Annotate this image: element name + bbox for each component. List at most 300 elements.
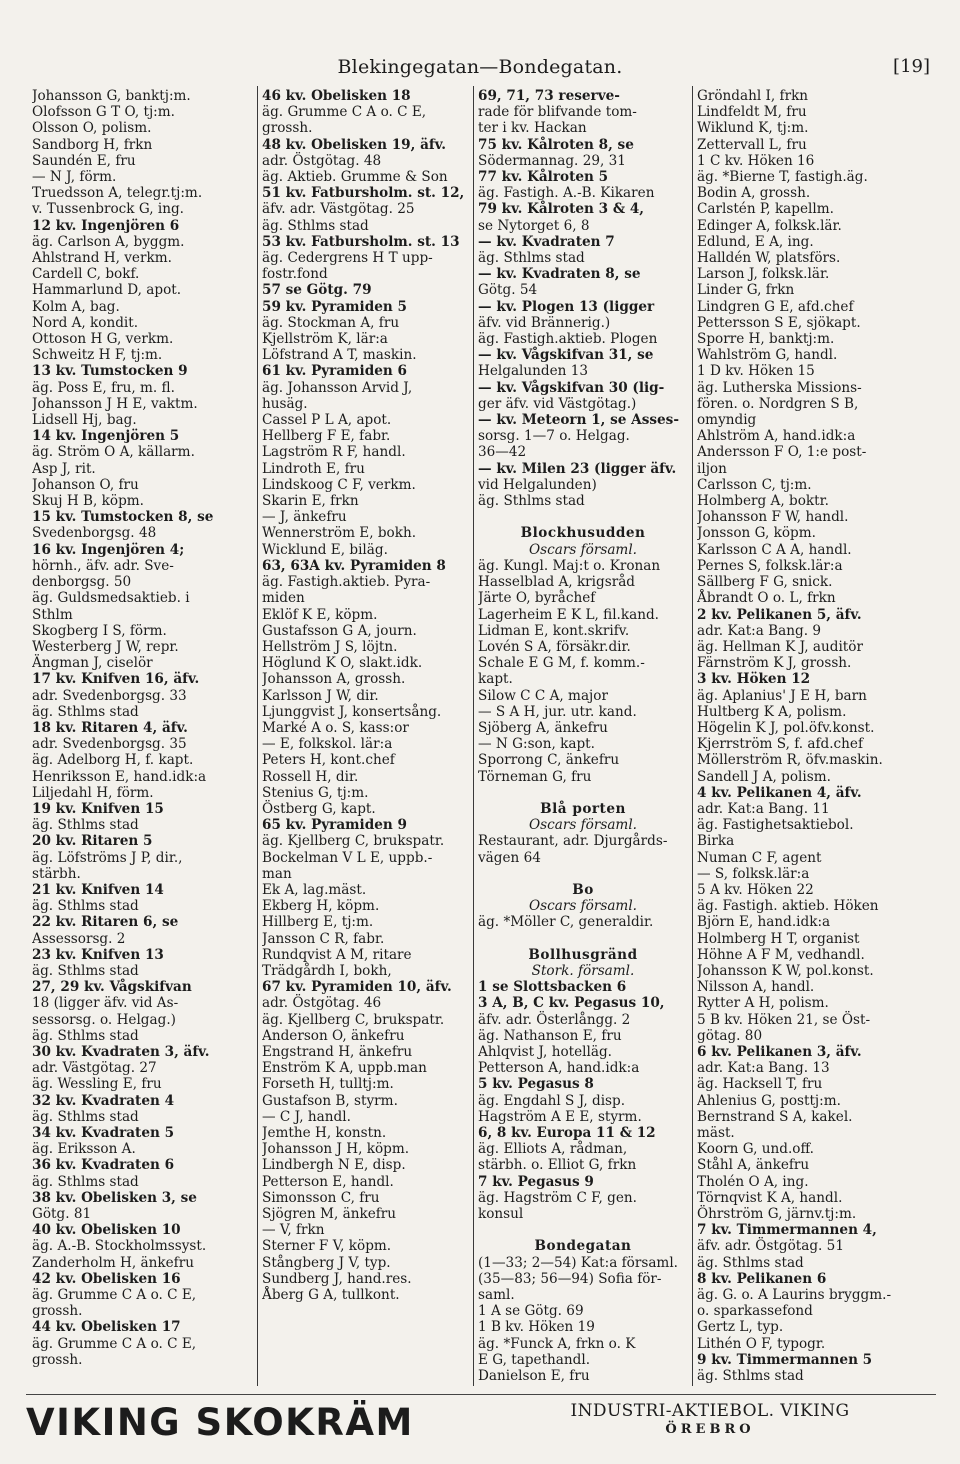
directory-line: Lovén S A, försäkr.dir. xyxy=(478,638,631,655)
directory-line: Silow C C A, major xyxy=(478,687,608,704)
directory-line: — S A H, jur. utr. kand. xyxy=(478,703,637,720)
directory-line: adr. Kat:a Bang. 11 xyxy=(697,800,830,817)
directory-line: Halldén W, platsförs. xyxy=(697,250,841,267)
directory-line: Numan C F, agent xyxy=(697,849,822,866)
directory-line: Lindfeldt M, fru xyxy=(697,104,807,121)
directory-line: — S, folksk.lär:a xyxy=(697,865,810,882)
directory-line: Hasselblad A, krigsråd xyxy=(478,574,636,591)
directory-line: Marké A o. S, kass:or xyxy=(262,719,409,736)
directory-line: äg. Fastigh. A.-B. Kikaren xyxy=(478,185,655,202)
directory-line: Lindskoog C F, verkm. xyxy=(262,476,416,493)
directory-line: Schweitz H F, tj:m. xyxy=(32,347,163,364)
directory-line: E G, tapethandl. xyxy=(478,1351,591,1368)
directory-line: äg. Kjellberg C, brukspatr. xyxy=(262,833,445,850)
directory-line: Ekberg H, köpm. xyxy=(262,898,380,915)
directory-line: äg. Cedergrens H T upp- xyxy=(262,250,433,267)
property-entry: 20 kv. Ritaren 5 xyxy=(32,833,153,850)
directory-line: o. sparkassefond xyxy=(697,1303,813,1320)
property-entry: — kv. Vågskifvan 30 (lig- xyxy=(478,379,665,396)
street-heading: Bo xyxy=(572,881,594,898)
property-entry: 40 kv. Obelisken 10 xyxy=(32,1222,181,1239)
directory-line: Götg. 54 xyxy=(478,282,538,299)
directory-line: äg. Sthlms stad xyxy=(32,817,139,834)
directory-line: Johansson F W, handl. xyxy=(697,509,849,526)
directory-line: äg. Lutherska Missions- xyxy=(697,379,862,396)
directory-line: — J, änkefru xyxy=(262,509,347,526)
ad-company: INDUSTRI-AKTIEBOL. VIKING xyxy=(570,1401,850,1421)
directory-line: Peters H, kont.chef xyxy=(262,752,395,769)
directory-line: adr. Östgötag. 46 xyxy=(262,995,382,1012)
directory-line: äfv. adr. Östgötag. 51 xyxy=(697,1238,844,1255)
directory-line: hörnh., äfv. adr. Sve- xyxy=(32,557,174,574)
directory-line: ger äfv. vid Västgötag.) xyxy=(478,395,637,412)
page-header xyxy=(0,56,960,82)
directory-line: Jemthe H, konstn. xyxy=(262,1125,387,1141)
directory-line: Linder G, frkn xyxy=(697,282,795,299)
directory-line: adr. Svedenborgsg. 33 xyxy=(32,687,187,704)
directory-line: Ahlenius G, posttj:m. xyxy=(697,1092,841,1109)
directory-line: Hultberg K A, polism. xyxy=(697,703,847,720)
directory-line: Cassel P L A, apot. xyxy=(262,412,392,429)
directory-line: Ängman J, ciselör xyxy=(32,655,153,672)
directory-line: äg. Ström O A, källarm. xyxy=(32,444,195,461)
directory-line: Hagström A E E, styrm. xyxy=(478,1108,642,1125)
property-entry: 9 kv. Timmermannen 5 xyxy=(697,1351,873,1368)
directory-line: Trädgårdh I, bokh, xyxy=(262,962,392,979)
directory-line: 36—42 xyxy=(478,444,527,461)
parish-note: Oscars församl. xyxy=(529,541,637,558)
directory-line: äg. Löfströms J P, dir., xyxy=(32,849,183,866)
spacer xyxy=(478,931,688,947)
directory-line: Sthlm xyxy=(32,606,73,623)
property-entry: 30 kv. Kvadraten 3, äfv. xyxy=(32,1043,210,1060)
directory-line: sessorsg. o. Helgag.) xyxy=(32,1011,176,1028)
directory-line: Ahlström A, hand.idk:a xyxy=(697,428,856,445)
property-entry: 8 kv. Pelikanen 6 xyxy=(697,1270,827,1287)
directory-line: Bockelman V L E, uppb.- xyxy=(262,849,433,866)
directory-line: Gröndahl I, frkn xyxy=(697,88,809,104)
directory-line: äg. Fastighetsaktiebol. xyxy=(697,817,854,834)
directory-line: Simonsson C, fru xyxy=(262,1189,380,1206)
directory-line: Eklöf K E, köpm. xyxy=(262,606,378,623)
property-entry: 12 kv. Ingenjören 6 xyxy=(32,217,180,234)
directory-line: Lagström R F, handl. xyxy=(262,444,406,461)
directory-column-3 xyxy=(478,88,688,1388)
directory-line: Öhrström G, järnv.tj:m. xyxy=(697,1206,857,1223)
directory-line: Lithén O F, typogr. xyxy=(697,1335,826,1352)
directory-line: fostr.fond xyxy=(262,266,328,283)
directory-line: stärbh. o. Elliot G, frkn xyxy=(478,1157,637,1174)
property-entry: 77 kv. Kålroten 5 xyxy=(478,169,609,186)
spacer xyxy=(478,1222,688,1238)
directory-line: Sundberg J, hand.res. xyxy=(262,1270,412,1287)
directory-line: Johansson J H, köpm. xyxy=(262,1141,410,1158)
directory-line: Johansson J H E, vaktm. xyxy=(32,395,198,412)
directory-line: Petterson A, hand.idk:a xyxy=(478,1060,640,1077)
directory-column-1 xyxy=(32,88,254,1388)
directory-line: Tholén O A, ing. xyxy=(697,1173,809,1190)
property-entry: 18 kv. Ritaren 4, äfv. xyxy=(32,719,188,736)
directory-line: äg. Sthlms stad xyxy=(697,1368,804,1385)
directory-line: Bernstrand S A, kakel. xyxy=(697,1108,853,1125)
column-divider xyxy=(473,86,474,1386)
directory-line: äg. Grumme C A o. C E, xyxy=(262,104,427,121)
directory-line: äg. Eriksson A. xyxy=(32,1141,136,1158)
directory-line: Wennerström E, bokh. xyxy=(262,525,417,542)
directory-line: — N G:son, kapt. xyxy=(478,736,595,753)
spacer xyxy=(478,785,688,801)
directory-line: Sandell J A, polism. xyxy=(697,768,831,785)
directory-line: äg. Elliots A, rådman, xyxy=(478,1141,628,1158)
directory-line: 5 B kv. Höken 21, se Öst- xyxy=(697,1011,871,1028)
advertisement-footer xyxy=(26,1394,936,1443)
directory-line: Truedsson A, telegr.tj:m. xyxy=(32,185,203,202)
property-entry: 7 kv. Pegasus 9 xyxy=(478,1173,594,1190)
directory-line: Törnqvist K A, handl. xyxy=(697,1189,843,1206)
directory-line: adr. Kat:a Bang. 9 xyxy=(697,622,822,639)
directory-line: Hammarlund D, apot. xyxy=(32,282,182,299)
directory-line: äg. Hellman K J, auditör xyxy=(697,638,863,655)
directory-line: Löfstrand A T, maskin. xyxy=(262,347,417,364)
directory-line: äg. Sthlms stad xyxy=(32,1173,139,1190)
directory-line: grossh. xyxy=(32,1303,83,1320)
directory-line: äg. Fastigh. aktieb. Höken xyxy=(697,898,879,915)
directory-line: äg. Grumme C A o. C E, xyxy=(32,1335,197,1352)
directory-line: Skuj H B, köpm. xyxy=(32,493,144,510)
property-entry: 7 kv. Timmermannen 4, xyxy=(697,1222,877,1239)
directory-line: äg. Engdahl S J, disp. xyxy=(478,1092,626,1109)
directory-line: Kjerrström S, f. afd.chef xyxy=(697,736,864,753)
directory-line: kapt. xyxy=(478,671,513,688)
directory-line: Skarin E, frkn xyxy=(262,493,359,510)
directory-line: Sandborg H, frkn xyxy=(32,136,153,153)
directory-line: äg. Hacksell T, fru xyxy=(697,1076,823,1093)
directory-line: Holmberg A, boktr. xyxy=(697,493,829,510)
directory-line: Björn E, hand.idk:a xyxy=(697,914,831,931)
directory-line: Olofsson G T O, tj:m. xyxy=(32,104,175,121)
property-entry: 57 se Götg. 79 xyxy=(262,282,372,299)
directory-line: äg. Guldsmedsaktieb. i xyxy=(32,590,190,607)
directory-line: Edinger A, folksk.lär. xyxy=(697,217,842,234)
directory-line: äg. Aktieb. Grumme & Son xyxy=(262,169,448,186)
directory-line: Wiklund K, tj:m. xyxy=(697,120,809,137)
directory-line: Sällberg F G, snick. xyxy=(697,574,833,591)
ad-city: ÖREBRO xyxy=(665,1422,755,1437)
directory-line: äg. Nathanson E, fru xyxy=(478,1027,622,1044)
directory-line: äg. Hagström C F, gen. xyxy=(478,1189,637,1206)
directory-line: Liljedahl H, förm. xyxy=(32,784,154,801)
property-entry: — kv. Milen 23 (ligger äfv. xyxy=(478,460,677,477)
directory-line: äg. Kjellberg C, brukspatr. xyxy=(262,1011,445,1028)
directory-line: rade för blifvande tom- xyxy=(478,104,637,121)
directory-line: Stenius G, tj:m. xyxy=(262,784,369,801)
directory-line: Rossell H, dir. xyxy=(262,768,359,785)
directory-line: denborgsg. 50 xyxy=(32,574,132,591)
directory-line: Petterson E, handl. xyxy=(262,1173,394,1190)
directory-line: grossh. xyxy=(32,1351,83,1368)
directory-line: götag. 80 xyxy=(697,1027,763,1044)
directory-line: Danielson E, fru xyxy=(478,1368,590,1385)
directory-line: — E, folkskol. lär:a xyxy=(262,736,393,753)
directory-line: äg. Sthlms stad xyxy=(32,1108,139,1125)
directory-line: Engstrand H, änkefru xyxy=(262,1043,413,1060)
property-entry: 32 kv. Kvadraten 4 xyxy=(32,1092,175,1109)
directory-line: Asp J, rit. xyxy=(32,460,96,477)
directory-line: Hellström J S, löjtn. xyxy=(262,638,398,655)
property-entry: 69, 71, 73 reserve- xyxy=(478,88,620,104)
directory-line: Törneman G, fru xyxy=(478,768,592,785)
property-entry: 79 kv. Kålroten 3 & 4, xyxy=(478,201,645,218)
directory-line: Rundqvist A M, ritare xyxy=(262,946,412,963)
directory-line: Lagerheim E K L, fil.kand. xyxy=(478,606,659,623)
directory-line: äg. Fastigh.aktieb. Plogen xyxy=(478,331,658,348)
property-entry: 6 kv. Pelikanen 3, äfv. xyxy=(697,1043,862,1060)
directory-line: Ek A, lag.mäst. xyxy=(262,881,367,898)
directory-line: sorsg. 1—7 o. Helgag. xyxy=(478,428,630,445)
directory-line: Åbrandt O o. L, frkn xyxy=(697,590,836,607)
directory-line: Johansson A, grossh. xyxy=(262,671,406,688)
directory-line: man xyxy=(262,865,292,882)
parish-note: Stork. församl. xyxy=(531,962,635,979)
directory-line: ter i kv. Hackan xyxy=(478,120,587,137)
property-entry: — kv. Vågskifvan 31, se xyxy=(478,347,654,364)
directory-line: Svedenborgsg. 48 xyxy=(32,525,157,542)
directory-line: iljon xyxy=(697,460,727,477)
directory-line: konsul xyxy=(478,1206,524,1223)
directory-line: äg. Johansson Arvid J, xyxy=(262,379,413,396)
street-heading: Blockhusudden xyxy=(520,525,646,542)
parish-note: Oscars församl. xyxy=(529,898,637,915)
page-number: [19] xyxy=(893,56,930,77)
directory-line: äg. Adelborg H, f. kapt. xyxy=(32,752,194,769)
directory-line: (1—33; 2—54) Kat:a församl. xyxy=(478,1254,678,1271)
directory-line: Karlsson J W, dir. xyxy=(262,687,379,704)
directory-line: — V, frkn xyxy=(262,1222,325,1239)
directory-line: Zettervall L, fru xyxy=(697,136,807,153)
property-entry: — kv. Kvadraten 7 xyxy=(478,233,615,250)
directory-line: Wahlström G, handl. xyxy=(697,347,838,364)
directory-line: adr. Östgötag. 48 xyxy=(262,152,382,169)
page-title: Blekingegatan—Bondegatan. xyxy=(337,56,623,78)
directory-line: 1 C kv. Höken 16 xyxy=(697,152,815,169)
directory-line: Saundén E, fru xyxy=(32,152,136,169)
street-heading: Bondegatan xyxy=(534,1238,632,1255)
directory-line: Åberg G A, tullkont. xyxy=(262,1287,400,1304)
directory-line: 1 A se Götg. 69 xyxy=(478,1303,584,1320)
directory-line: Sterner F V, köpm. xyxy=(262,1238,392,1255)
directory-line: Edlund, E A, ing. xyxy=(697,233,814,250)
directory-line: Cardell C, bokf. xyxy=(32,266,140,283)
directory-line: mäst. xyxy=(697,1125,735,1141)
directory-line: äg. Kungl. Maj:t o. Kronan xyxy=(478,557,661,574)
directory-line: äg. Sthlms stad xyxy=(32,1027,139,1044)
directory-line: v. Tussenbrock G, ing. xyxy=(32,201,184,218)
directory-line: vägen 64 xyxy=(478,849,541,866)
directory-line: äg. Stockman A, fru xyxy=(262,314,400,331)
directory-line: 1 D kv. Höken 15 xyxy=(697,363,815,380)
property-entry: 6, 8 kv. Europa 11 & 12 xyxy=(478,1125,656,1141)
property-entry: 16 kv. Ingenjören 4; xyxy=(32,541,185,558)
property-entry: 3 A, B, C kv. Pegasus 10, xyxy=(478,995,665,1012)
directory-line: Bodin A, grossh. xyxy=(697,185,811,202)
street-heading: Bollhusgränd xyxy=(528,946,638,963)
directory-line: Gustafsson G A, journ. xyxy=(262,622,417,639)
spacer xyxy=(478,509,688,525)
directory-line: Ahlstrand H, verkm. xyxy=(32,250,172,267)
directory-line: adr. Västgötag. 27 xyxy=(32,1060,157,1077)
property-entry: 61 kv. Pyramiden 6 xyxy=(262,363,407,380)
directory-line: 18 (ligger äfv. vid As- xyxy=(32,995,179,1012)
directory-line: husäg. xyxy=(262,395,308,412)
directory-line: Johanson O, fru xyxy=(32,476,139,493)
directory-line: Pernes S, folksk.lär:a xyxy=(697,557,843,574)
directory-line: Westerberg J W, repr. xyxy=(32,638,179,655)
directory-line: Södermannag. 29, 31 xyxy=(478,152,626,169)
directory-line: vid Helgalunden) xyxy=(478,476,597,493)
directory-line: äg. Poss E, fru, m. fl. xyxy=(32,379,175,396)
directory-line: äfv. vid Brännerig.) xyxy=(478,314,611,331)
directory-line: äg. Sthlms stad xyxy=(262,217,369,234)
property-entry: 4 kv. Pelikanen 4, äfv. xyxy=(697,784,862,801)
directory-line: Lindbergh N E, disp. xyxy=(262,1157,406,1174)
directory-line: äg. A.-B. Stockholmssyst. xyxy=(32,1238,207,1255)
directory-line: Johansson G, banktj:m. xyxy=(32,88,191,104)
property-entry: 2 kv. Pelikanen 5, äfv. xyxy=(697,606,862,623)
directory-line: Jonsson G, köpm. xyxy=(697,525,816,542)
property-entry: 65 kv. Pyramiden 9 xyxy=(262,817,407,834)
directory-column-2 xyxy=(262,88,470,1388)
directory-line: äg. Sthlms stad xyxy=(32,898,139,915)
directory-line: Ståhl A, änkefru xyxy=(697,1157,810,1174)
directory-line: äg. Sthlms stad xyxy=(32,962,139,979)
property-entry: 14 kv. Ingenjören 5 xyxy=(32,428,180,445)
directory-line: Johansson K W, pol.konst. xyxy=(697,962,874,979)
directory-line: Järte O, byråchef xyxy=(478,590,596,607)
directory-line: Koorn G, und.off. xyxy=(697,1141,814,1158)
property-entry: 22 kv. Ritaren 6, se xyxy=(32,914,179,931)
directory-line: Stångberg J V, typ. xyxy=(262,1254,391,1271)
property-entry: 3 kv. Höken 12 xyxy=(697,671,811,688)
directory-line: Restaurant, adr. Djurgårds- xyxy=(478,833,668,850)
directory-line: Skogberg I S, förm. xyxy=(32,622,167,639)
directory-line: äg. Aplanius' J E H, barn xyxy=(697,687,867,704)
directory-line: Lidman E, kont.skrifv. xyxy=(478,622,630,639)
directory-line: äg. Fastigh.aktieb. Pyra- xyxy=(262,574,431,591)
property-entry: 15 kv. Tumstocken 8, se xyxy=(32,509,214,526)
property-entry: 48 kv. Obelisken 19, äfv. xyxy=(262,136,447,153)
directory-line: Sjögren M, änkefru xyxy=(262,1206,397,1223)
column-divider xyxy=(257,86,258,1386)
directory-line: äg. Sthlms stad xyxy=(697,1254,804,1271)
directory-line: Carlsson C, tj:m. xyxy=(697,476,812,493)
property-entry: 59 kv. Pyramiden 5 xyxy=(262,298,407,315)
directory-line: Färnström K J, grossh. xyxy=(697,655,852,672)
property-entry: 1 se Slottsbacken 6 xyxy=(478,979,627,996)
directory-line: stärbh. xyxy=(32,865,81,882)
directory-line: Schale E G M, f. komm.- xyxy=(478,655,645,672)
directory-line: Sporrong C, änkefru xyxy=(478,752,620,769)
property-entry: 27, 29 kv. Vågskifvan xyxy=(32,979,192,996)
directory-line: Nilsson A, handl. xyxy=(697,979,815,996)
property-entry: 38 kv. Obelisken 3, se xyxy=(32,1189,197,1206)
directory-line: Rytter A H, polism. xyxy=(697,995,829,1012)
directory-line: Enström K A, uppb.man xyxy=(262,1060,427,1077)
property-entry: 42 kv. Obelisken 16 xyxy=(32,1270,181,1287)
directory-line: Kolm A, bag. xyxy=(32,298,120,315)
directory-line: Carlstén P, kapellm. xyxy=(697,201,834,218)
directory-line: Henriksson E, hand.idk:a xyxy=(32,768,207,785)
directory-line: Östberg G, kapt. xyxy=(262,800,376,817)
directory-line: Holmberg H T, organist xyxy=(697,930,860,947)
directory-line: — C J, handl. xyxy=(262,1108,351,1125)
directory-line: Wicklund E, biläg. xyxy=(262,541,388,558)
directory-line: Karlsson C A A, handl. xyxy=(697,541,852,558)
directory-line: Höhne A F M, vedhandl. xyxy=(697,946,865,963)
directory-line: Ottoson H G, verkm. xyxy=(32,331,174,348)
property-entry: — kv. Kvadraten 8, se xyxy=(478,266,641,283)
directory-line: Lindgren G E, afd.chef xyxy=(697,298,854,315)
directory-line: miden xyxy=(262,590,305,607)
directory-line: Lidsell Hj, bag. xyxy=(32,412,137,429)
directory-line: Pettersson S E, sjökapt. xyxy=(697,314,861,331)
directory-line: saml. xyxy=(478,1287,515,1304)
property-entry: 13 kv. Tumstocken 9 xyxy=(32,363,188,380)
directory-line: Ljunggvist J, konsertsång. xyxy=(262,703,442,720)
directory-line: äg. Sthlms stad xyxy=(478,493,585,510)
directory-line: Hellberg F E, fabr. xyxy=(262,428,391,445)
property-entry: 51 kv. Fatbursholm. st. 12, xyxy=(262,185,465,202)
directory-line: äfv. adr. Österlångg. 2 xyxy=(478,1011,631,1028)
directory-line: Götg. 81 xyxy=(32,1206,92,1223)
property-entry: 36 kv. Kvadraten 6 xyxy=(32,1157,175,1174)
directory-line: äg. Sthlms stad xyxy=(478,250,585,267)
directory-line: Gustafson B, styrm. xyxy=(262,1092,398,1109)
property-entry: 63, 63A kv. Pyramiden 8 xyxy=(262,557,446,574)
directory-line: äg. Wessling E, fru xyxy=(32,1076,162,1093)
property-entry: 23 kv. Knifven 13 xyxy=(32,946,164,963)
property-entry: — kv. Meteorn 1, se Asses- xyxy=(478,412,679,429)
directory-line: omyndig xyxy=(697,412,757,429)
property-entry: 19 kv. Knifven 15 xyxy=(32,800,164,817)
directory-line: Nord A, kondit. xyxy=(32,314,139,331)
directory-line: se Nytorget 6, 8 xyxy=(478,217,590,234)
directory-line: Ahlqvist J, hotelläg. xyxy=(478,1043,612,1060)
directory-line: grossh. xyxy=(262,120,313,137)
directory-line: Jansson C R, fabr. xyxy=(262,930,385,947)
spacer xyxy=(478,866,688,882)
property-entry: — kv. Plogen 13 (ligger xyxy=(478,298,655,315)
property-entry: 53 kv. Fatbursholm. st. 13 xyxy=(262,233,460,250)
street-heading: Blå porten xyxy=(540,800,626,817)
directory-line: Olsson O, polism. xyxy=(32,120,152,137)
property-entry: 67 kv. Pyramiden 10, äfv. xyxy=(262,979,452,996)
directory-line: Hillberg E, tj:m. xyxy=(262,914,374,931)
directory-line: äg. *Bierne T, fastigh.äg. xyxy=(697,169,868,186)
directory-line: adr. Kat:a Bang. 13 xyxy=(697,1060,830,1077)
directory-line: adr. Svedenborgsg. 35 xyxy=(32,736,187,753)
directory-line: Gertz L, typ. xyxy=(697,1319,784,1336)
directory-line: äg. *Funck A, frkn o. K xyxy=(478,1335,636,1352)
property-entry: 34 kv. Kvadraten 5 xyxy=(32,1125,175,1141)
directory-line: Sjöberg A, änkefru xyxy=(478,719,608,736)
directory-column-4 xyxy=(697,88,937,1388)
property-entry: 21 kv. Knifven 14 xyxy=(32,881,164,898)
property-entry: 44 kv. Obelisken 17 xyxy=(32,1319,181,1336)
directory-line: Höglund K O, slakt.idk. xyxy=(262,655,423,672)
directory-line: äg. Sthlms stad xyxy=(32,703,139,720)
directory-line: Anderson O, änkefru xyxy=(262,1027,405,1044)
directory-line: äg. G. o. A Laurins bryggm.- xyxy=(697,1287,892,1304)
